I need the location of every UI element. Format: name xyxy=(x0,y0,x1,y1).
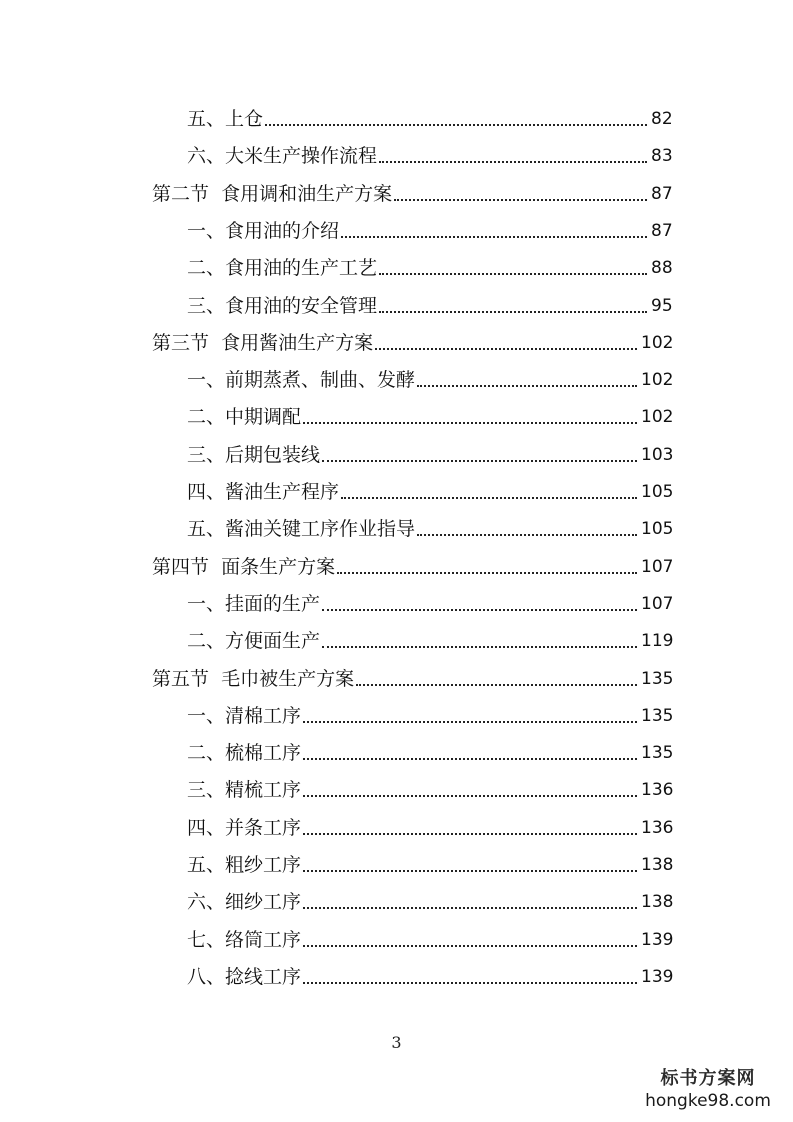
toc-entry-page: 105 xyxy=(641,519,674,540)
toc-entry-title: 五、上仓 xyxy=(187,108,264,130)
watermark-name: 标书方案网 xyxy=(660,1068,756,1089)
toc-leader-dots xyxy=(303,982,637,984)
toc-entry xyxy=(0,628,793,656)
toc-leader-dots xyxy=(341,236,647,238)
toc-leader-dots xyxy=(303,721,637,723)
toc-entry xyxy=(0,255,793,283)
toc-leader-dots xyxy=(265,124,647,126)
toc-entry-page: 136 xyxy=(641,817,674,838)
toc-entry xyxy=(0,442,793,470)
toc-leader-dots xyxy=(417,534,637,536)
toc-entry-page: 139 xyxy=(641,929,674,950)
toc-entry xyxy=(0,218,793,246)
toc-leader-dots xyxy=(394,199,647,201)
toc-entry-page: 102 xyxy=(641,332,674,353)
toc-entry-title: 第二节 食用调和油生产方案 xyxy=(152,182,393,205)
toc-leader-dots xyxy=(303,795,637,797)
toc-leader-dots xyxy=(303,422,637,424)
toc-entry-page: 95 xyxy=(651,295,673,316)
toc-entry-page: 88 xyxy=(651,258,673,279)
toc-entry xyxy=(0,367,793,395)
toc-entry-page: 136 xyxy=(641,780,674,801)
toc-entry-page: 102 xyxy=(641,370,674,391)
toc-entry-title: 五、粗纱工序 xyxy=(187,854,302,876)
toc-entry-title: 一、前期蒸煮、制曲、发酵 xyxy=(187,369,416,392)
toc-entry xyxy=(0,516,793,544)
toc-entry-title: 一、食用油的介绍 xyxy=(187,219,340,242)
toc-entry-title: 第三节 食用酱油生产方案 xyxy=(152,331,374,354)
toc-entry xyxy=(0,777,793,805)
page-number: 3 xyxy=(391,1033,402,1052)
toc-leader-dots xyxy=(375,348,637,350)
toc-entry-title: 六、细纱工序 xyxy=(187,891,302,914)
toc-entry-page: 139 xyxy=(641,966,674,987)
toc-entry xyxy=(0,964,793,992)
toc-entry xyxy=(0,479,793,507)
toc-entry xyxy=(0,852,793,880)
toc-section-entry xyxy=(0,181,793,209)
toc-leader-dots xyxy=(322,609,637,611)
toc-entry-title: 四、酱油生产程序 xyxy=(187,481,340,503)
toc-leader-dots xyxy=(303,870,637,872)
toc-entry-title: 六、大米生产操作流程 xyxy=(187,145,378,168)
toc-section-entry xyxy=(0,554,793,582)
toc-entry-page: 87 xyxy=(651,183,673,204)
toc-entry-title: 一、清棉工序 xyxy=(187,704,302,727)
toc-entry-page: 138 xyxy=(641,892,674,913)
toc-entry-title: 四、并条工序 xyxy=(187,816,302,839)
toc-entry-page: 83 xyxy=(651,146,673,167)
toc-entry xyxy=(0,703,793,731)
toc-entry-page: 103 xyxy=(641,444,674,465)
toc-entry-page: 102 xyxy=(641,407,674,428)
toc-entry xyxy=(0,927,793,955)
toc-leader-dots xyxy=(303,945,637,947)
toc-entry-title: 第四节 面条生产方案 xyxy=(152,555,336,578)
toc-entry-page: 105 xyxy=(641,482,674,502)
toc-entry xyxy=(0,404,793,432)
toc-entry xyxy=(0,889,793,917)
toc-leader-dots xyxy=(379,311,647,313)
toc-leader-dots xyxy=(303,758,637,760)
toc-entry-page: 135 xyxy=(641,705,674,726)
toc-leader-dots xyxy=(417,385,637,387)
toc-entry-page: 107 xyxy=(641,593,674,614)
toc-entry-title: 第五节 毛巾被生产方案 xyxy=(152,667,355,690)
toc-leader-dots xyxy=(303,833,637,835)
toc-entry-page: 119 xyxy=(641,631,674,652)
toc-entry-page: 138 xyxy=(641,855,674,875)
toc-section-entry xyxy=(0,666,793,694)
toc-leader-dots xyxy=(303,907,637,909)
toc-entry-page: 87 xyxy=(651,220,673,241)
toc-entry xyxy=(0,293,793,321)
toc-entry xyxy=(0,591,793,619)
toc-leader-dots xyxy=(337,572,637,574)
toc-entry xyxy=(0,815,793,843)
toc-entry-title: 五、酱油关键工序作业指导 xyxy=(187,518,416,541)
toc-entry-page: 135 xyxy=(641,743,674,764)
toc-section-entry xyxy=(0,330,793,358)
toc-entry-title: 二、方便面生产 xyxy=(187,630,321,653)
toc-leader-dots xyxy=(379,161,647,163)
toc-leader-dots xyxy=(356,684,637,686)
toc-entry-title: 二、梳棉工序 xyxy=(187,742,302,765)
toc-entry-page: 82 xyxy=(651,109,673,129)
toc-leader-dots xyxy=(322,460,637,462)
toc-entry-title: 二、食用油的生产工艺 xyxy=(187,257,378,280)
toc-entry-title: 二、中期调配 xyxy=(187,406,302,429)
toc-leader-dots xyxy=(341,497,637,499)
toc-entry xyxy=(0,143,793,171)
toc-entry-page: 107 xyxy=(641,556,674,577)
toc-entry xyxy=(0,740,793,768)
toc-entry-title: 三、食用油的安全管理 xyxy=(187,294,378,317)
toc-entry-title: 一、挂面的生产 xyxy=(187,592,321,615)
watermark-url: hongke98.com xyxy=(645,1091,771,1111)
toc-leader-dots xyxy=(379,273,647,275)
toc-entry-title: 三、精梳工序 xyxy=(187,779,302,802)
toc-leader-dots xyxy=(322,646,637,648)
toc-entry-page: 135 xyxy=(641,668,674,689)
toc-entry-title: 八、捻线工序 xyxy=(187,965,302,988)
toc-entry xyxy=(0,106,793,134)
watermark-logo xyxy=(633,1068,783,1112)
toc-entry-title: 三、后期包装线 xyxy=(187,443,321,466)
toc-entry-title: 七、络筒工序 xyxy=(187,928,302,951)
